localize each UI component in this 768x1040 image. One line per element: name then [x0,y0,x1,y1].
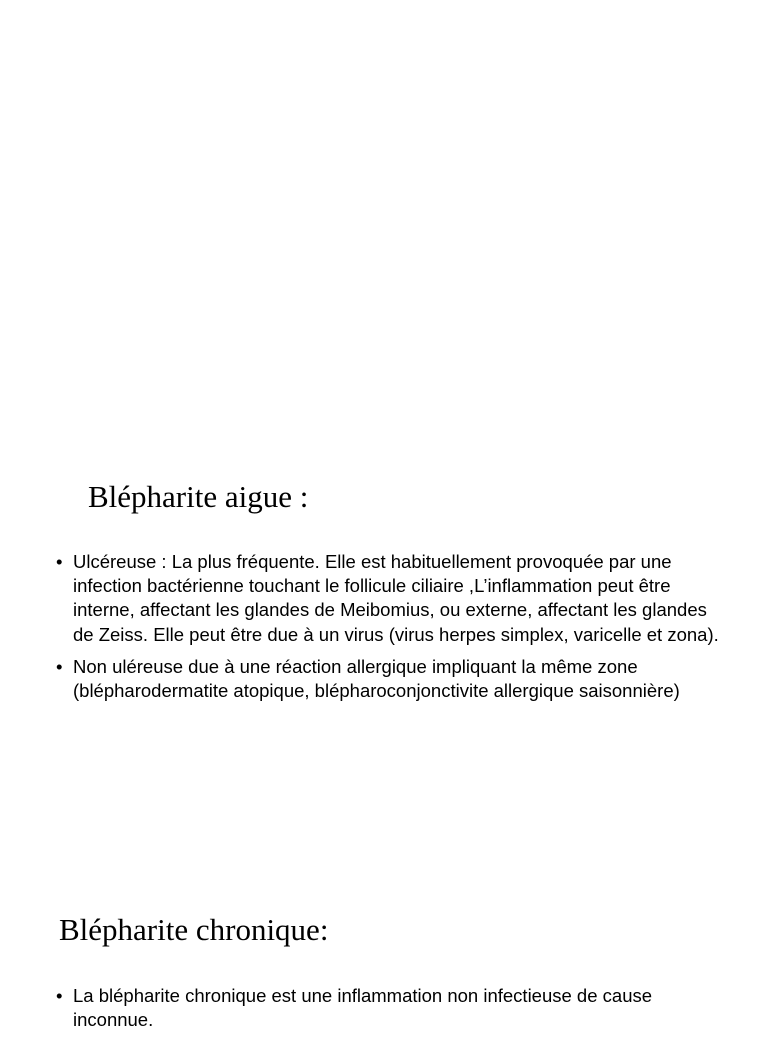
bullet-icon: • [56,551,63,572]
heading-blepharite-aigue: Blépharite aigue : [88,479,309,514]
bullet-icon: • [56,655,63,677]
bullet-text: Ulcéreuse : La plus fréquente. Elle est habituellement provoquée par une infection bactérienne touchant le follicule ciliaire ,L’inflammation peut être interne, affectant les glandes de Meibomius, ou externe, affectant les glandes de Zeiss. Elle peut être due à un virus (virus herpes simplex, varicelle et zona). [73,551,719,645]
bullet-text: La blépharite chronique est une inflammation non infectieuse de cause inconnue. [73,985,653,1031]
bullet-list-aigue [56,550,726,711]
heading-blepharite-chronique: Blépharite chronique: [59,912,329,947]
list-item [56,655,726,703]
bullet-list-chronique [56,984,726,1040]
list-item [56,550,726,647]
bullet-text: Non uléreuse due à une réaction allergique impliquant la même zone (blépharodermatite atopique, blépharoconjonctivite allergique saisonnière) [73,655,680,702]
bullet-icon: • [56,985,63,1006]
list-item [56,984,726,1032]
